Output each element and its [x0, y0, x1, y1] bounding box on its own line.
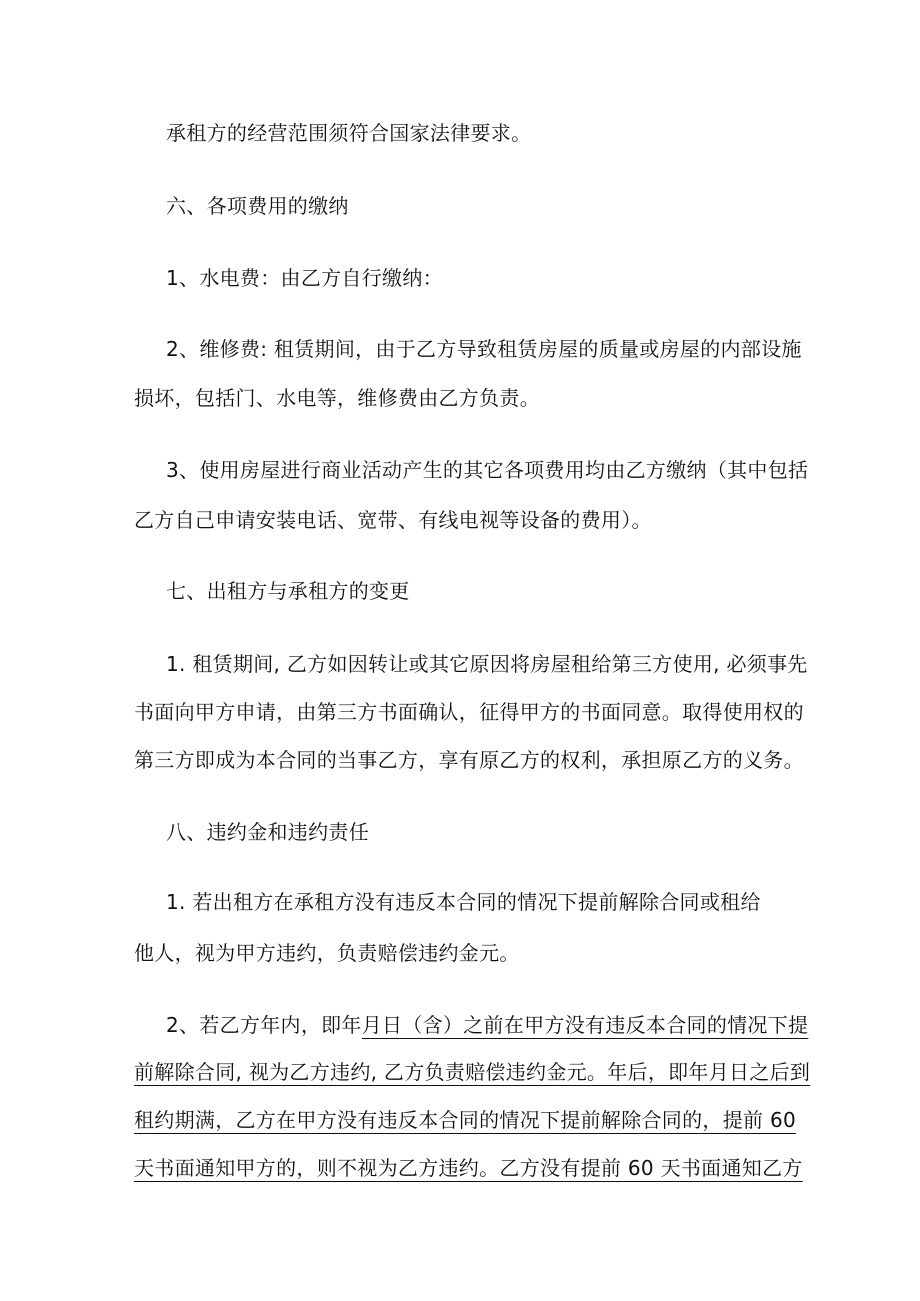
paragraph-line: 承租方的经营范围须符合国家法律要求。 — [166, 121, 532, 145]
paragraph-line: 1. 租赁期间, 乙方如因转让或其它原因将房屋租给第三方使用, 必须事先 — [166, 652, 808, 676]
section-heading: 八、违约金和违约责任 — [166, 820, 369, 844]
underlined-paragraph-line: 租约期满，乙方在甲方没有违反本合同的情况下提前解除合同的，提前 60 — [134, 1108, 797, 1132]
line-start-text: 2、若乙方年内，即年 — [166, 1013, 362, 1037]
underlined-paragraph-line: 前解除合同, 视为乙方违约, 乙方负责赔偿违约金元。年后，即年月日之后到 — [134, 1060, 811, 1084]
underlined-text: 月日（含）之前在甲方没有违反本合同的情况下提 — [361, 1013, 809, 1037]
section-heading: 六、各项费用的缴纳 — [166, 194, 349, 218]
paragraph-line: 1. 若出租方在承租方没有违反本合同的情况下提前解除合同或租给 — [166, 890, 761, 914]
paragraph-line — [166, 1011, 808, 1039]
paragraph-line: 他人，视为甲方违约，负责赔偿违约金元。 — [134, 941, 520, 965]
paragraph-line: 3、使用房屋进行商业活动产生的其它各项费用均由乙方缴纳（其中包括 — [166, 458, 809, 482]
paragraph-line: 乙方自己申请安装电话、宽带、有线电视等设备的费用）。 — [134, 508, 652, 532]
paragraph-line: 第三方即成为本合同的当事乙方，享有原乙方的权利，承担原乙方的义务。 — [134, 748, 804, 772]
section-heading: 七、出租方与承租方的变更 — [166, 579, 410, 603]
paragraph-line: 损坏，包括门、水电等，维修费由乙方负责。 — [134, 386, 540, 410]
paragraph-line: 书面向甲方申请，由第三方书面确认，征得甲方的书面同意。取得使用权的 — [134, 700, 804, 724]
underlined-paragraph-line: 天书面通知甲方的，则不视为乙方违约。乙方没有提前 60 天书面通知乙方 — [134, 1156, 803, 1180]
paragraph-line: 1、水电费：由乙方自行缴纳： — [166, 266, 443, 290]
paragraph-line: 2、维修费: 租赁期间，由于乙方导致租赁房屋的质量或房屋的内部设施 — [166, 337, 802, 361]
